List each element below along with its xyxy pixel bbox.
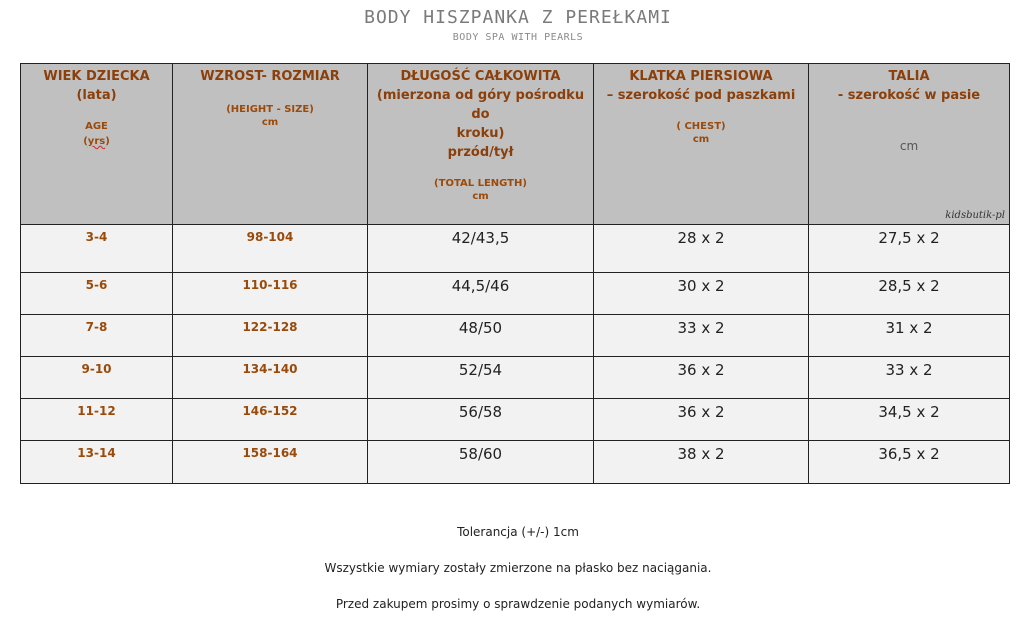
header-age-unit: (lata) xyxy=(76,88,117,103)
table-row xyxy=(21,399,1010,441)
page-subtitle: BODY SPA WITH PEARLS xyxy=(452,32,584,43)
header-age-title: WIEK DZIECKA xyxy=(43,69,150,84)
age-cell: 9-10 xyxy=(21,357,173,399)
size-cell: 158-164 xyxy=(173,441,368,484)
header-waist-desc: - szerokość w pasie xyxy=(837,88,981,103)
length-cell: 56/58 xyxy=(368,399,594,441)
header-waist xyxy=(809,64,1010,225)
chest-cell: 36 x 2 xyxy=(594,399,809,441)
header-length-title: DŁUGOŚĆ CAŁKOWITA xyxy=(400,69,561,84)
header-length-desc1: (mierzona od góry pośrodku do xyxy=(376,88,585,122)
waist-cell: 28,5 x 2 xyxy=(809,273,1010,315)
age-cell: 7-8 xyxy=(21,315,173,357)
waist-cell: 31 x 2 xyxy=(809,315,1010,357)
length-cell: 58/60 xyxy=(368,441,594,484)
table-row xyxy=(21,225,1010,273)
chest-cell: 38 x 2 xyxy=(594,441,809,484)
chest-cell: 33 x 2 xyxy=(594,315,809,357)
age-cell: 13-14 xyxy=(21,441,173,484)
waist-cell: 27,5 x 2 xyxy=(809,225,1010,273)
header-length-en: (TOTAL LENGTH) xyxy=(434,178,527,189)
chest-cell: 36 x 2 xyxy=(594,357,809,399)
size-cell: 98-104 xyxy=(173,225,368,273)
size-cell: 146-152 xyxy=(173,399,368,441)
header-length-desc2: kroku) xyxy=(456,126,505,141)
chest-cell: 28 x 2 xyxy=(594,225,809,273)
header-age-en-unit: (yrs) xyxy=(83,136,110,147)
header-height-en: (HEIGHT - SIZE) xyxy=(226,104,314,115)
header-height xyxy=(173,64,368,225)
size-cell: 110-116 xyxy=(173,273,368,315)
waist-cell: 34,5 x 2 xyxy=(809,399,1010,441)
age-cell: 5-6 xyxy=(21,273,173,315)
measurement-note: Wszystkie wymiary zostały zmierzone na płasko bez naciągania. xyxy=(324,561,712,575)
header-length-unit: cm xyxy=(472,191,489,202)
age-cell: 11-12 xyxy=(21,399,173,441)
length-cell: 48/50 xyxy=(368,315,594,357)
header-age-en: AGE xyxy=(85,121,108,132)
header-chest-en: ( CHEST) xyxy=(676,121,726,132)
chest-cell: 30 x 2 xyxy=(594,273,809,315)
table-row xyxy=(21,273,1010,315)
page-title: BODY HISZPANKA Z PEREŁKAMI xyxy=(364,7,672,28)
header-length xyxy=(368,64,594,225)
watermark: kidsbutik-pl xyxy=(945,210,1005,221)
header-chest-title: KLATKA PIERSIOWA xyxy=(629,69,773,84)
header-chest-unit: cm xyxy=(692,134,710,145)
length-cell: 52/54 xyxy=(368,357,594,399)
size-cell: 122-128 xyxy=(173,315,368,357)
table-row xyxy=(21,315,1010,357)
check-note: Przed zakupem prosimy o sprawdzenie podanych wymiarów. xyxy=(335,597,701,611)
header-chest-desc: – szerokość pod paszkami xyxy=(606,88,796,103)
size-table xyxy=(20,63,1010,484)
length-cell: 42/43,5 xyxy=(368,225,594,273)
header-length-desc3: przód/tył xyxy=(447,145,514,160)
header-waist-unit: cm xyxy=(899,139,919,153)
tolerance-note: Tolerancja (+/-) 1cm xyxy=(457,525,579,539)
header-height-unit: cm xyxy=(261,117,279,128)
header-chest xyxy=(594,64,809,225)
table-row xyxy=(21,357,1010,399)
waist-cell: 36,5 x 2 xyxy=(809,441,1010,484)
header-row xyxy=(21,64,1010,225)
table-row xyxy=(21,441,1010,484)
header-age xyxy=(21,64,173,225)
header-waist-title: TALIA xyxy=(888,69,930,84)
size-cell: 134-140 xyxy=(173,357,368,399)
header-height-title: WZROST- ROZMIAR xyxy=(200,69,340,84)
age-cell: 3-4 xyxy=(21,225,173,273)
length-cell: 44,5/46 xyxy=(368,273,594,315)
waist-cell: 33 x 2 xyxy=(809,357,1010,399)
